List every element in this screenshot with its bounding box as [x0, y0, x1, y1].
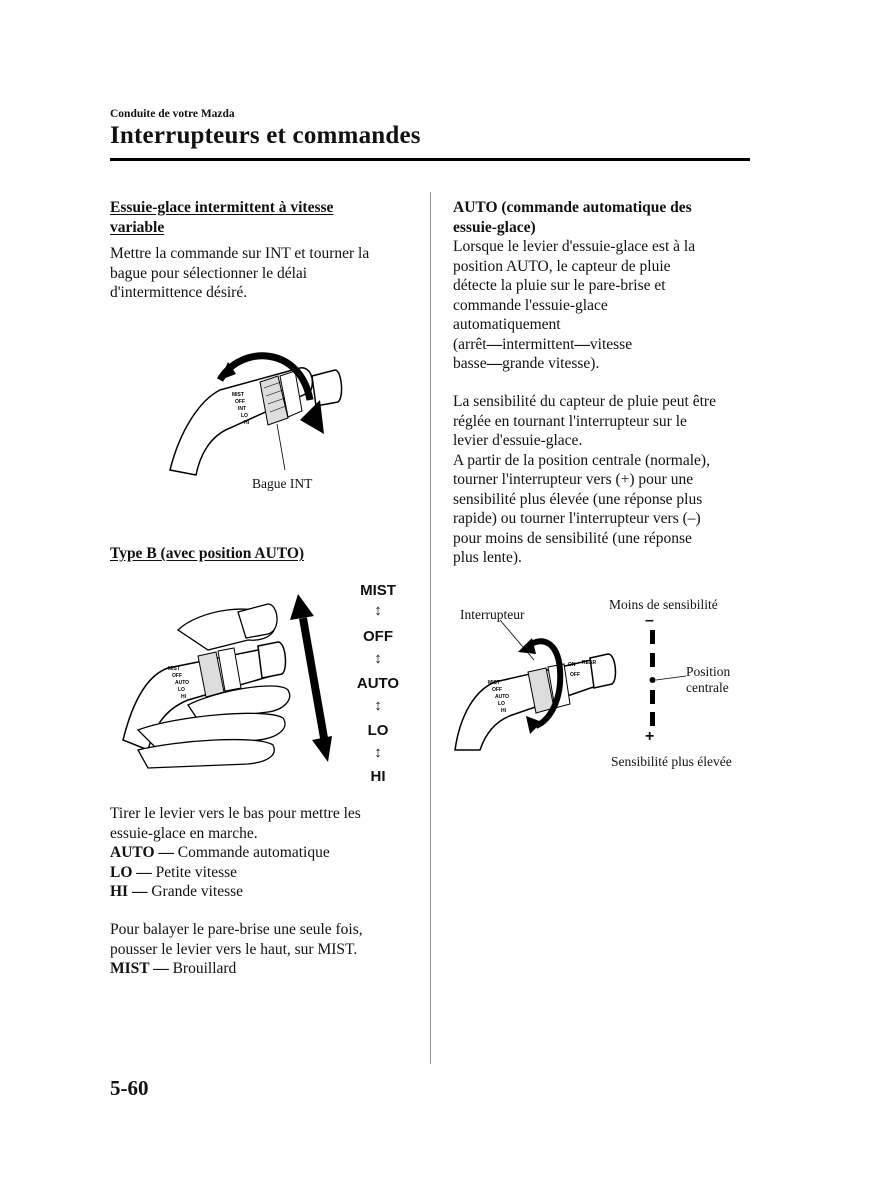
- fig3-plus-label: Sensibilité plus élevée: [611, 754, 732, 769]
- stalk-label: LO: [178, 687, 185, 693]
- position-hi: HI: [370, 768, 386, 785]
- stalk-label: OFF: [235, 399, 245, 405]
- stalk-label: INT: [238, 406, 247, 412]
- stalk-label: MIST: [232, 392, 244, 398]
- position-auto: AUTO: [356, 675, 400, 692]
- definition-auto: AUTO — Commande automatique: [110, 844, 330, 861]
- stalk-label: AUTO: [175, 680, 190, 686]
- fig3-interrupteur-label: Interrupteur: [460, 607, 525, 622]
- stalk-label: LO: [498, 701, 505, 707]
- fig3-moins-label: Moins de sensibilité: [609, 597, 718, 612]
- arrow-updown-icon: ↕: [374, 650, 382, 667]
- stalk-label: AUTO: [495, 694, 510, 700]
- stalk-label: HI: [244, 420, 249, 426]
- wiper-stalk-figure: [160, 340, 360, 480]
- stalk-label: MIST: [168, 666, 180, 672]
- auto-text: Lorsque le levier d'essuie-glace est à la position AUTO, le capteur de pluie détecte la pluie sur le pare-brise et commande l'essuie-glace automatiquement (arrêt—intermittent—vitesse basse—grande vitesse).: [453, 238, 696, 372]
- plus-sign: +: [645, 728, 655, 745]
- position-mist: MIST: [360, 582, 396, 599]
- stalk-label: HI: [181, 694, 186, 700]
- page-number: 5-60: [110, 1076, 149, 1100]
- ring-label: ON: [568, 662, 576, 668]
- pull-text: Tirer le levier vers le bas pour mettre les essuie-glace en marche. AUTO — Commande automatique LO — Petite vitesse HI — Grande vitesse: [110, 804, 420, 902]
- arrow-updown-icon: ↕: [374, 744, 382, 761]
- page-title: Interrupteurs et commandes: [110, 122, 421, 149]
- intermittent-heading: Essuie-glace intermittent à vitesse variable: [110, 199, 334, 236]
- stalk-label: OFF: [492, 687, 502, 693]
- mist-text: Pour balayer le pare-brise une seule fois, pousser le levier vers le haut, sur MIST. MIST — Brouillard: [110, 920, 420, 979]
- auto-heading: AUTO (commande automatique des essuie-glace): [453, 199, 692, 236]
- sensitivity-text: La sensibilité du capteur de pluie peut être réglée en tournant l'interrupteur sur le levier d'essuie-glace. A partir de la position centrale (normale), tourner l'interrupteur vers (+) pour une sensibilité plus élevée (une réponse plus rapide) ou tourner l'interrupteur vers (–) pour moins de sensibilité (une réponse plus lente).: [453, 393, 716, 566]
- stalk-label: HI: [501, 708, 506, 714]
- intermittent-text: Mettre la commande sur INT et tourner la bague pour sélectionner le délai d'intermittence désiré.: [110, 245, 370, 301]
- definition-mist: MIST — Brouillard: [110, 960, 237, 977]
- position-off: OFF: [363, 628, 393, 645]
- ring-label: OFF: [570, 672, 580, 678]
- stalk-label: MIST: [488, 680, 500, 686]
- definition-hi: HI — Grande vitesse: [110, 883, 244, 900]
- column-divider: [430, 192, 431, 1064]
- title-rule: [110, 158, 750, 161]
- arrow-updown-icon: ↕: [374, 697, 382, 714]
- stalk-label: OFF: [172, 673, 182, 679]
- ring-label: REAR: [582, 660, 597, 666]
- section-label: Conduite de votre Mazda: [110, 108, 235, 120]
- fig1-caption: Bague INT: [252, 476, 313, 491]
- typeb-heading: Type B (avec position AUTO): [110, 545, 305, 562]
- stalk-label: LO: [241, 413, 248, 419]
- position-lo: LO: [367, 722, 389, 739]
- definition-lo: LO — Petite vitesse: [110, 863, 238, 881]
- fig3-position-label: Position centrale: [686, 664, 731, 695]
- arrow-updown-icon: ↕: [374, 602, 382, 619]
- minus-sign: –: [645, 612, 654, 629]
- hand-stalk-figure: [118, 590, 348, 780]
